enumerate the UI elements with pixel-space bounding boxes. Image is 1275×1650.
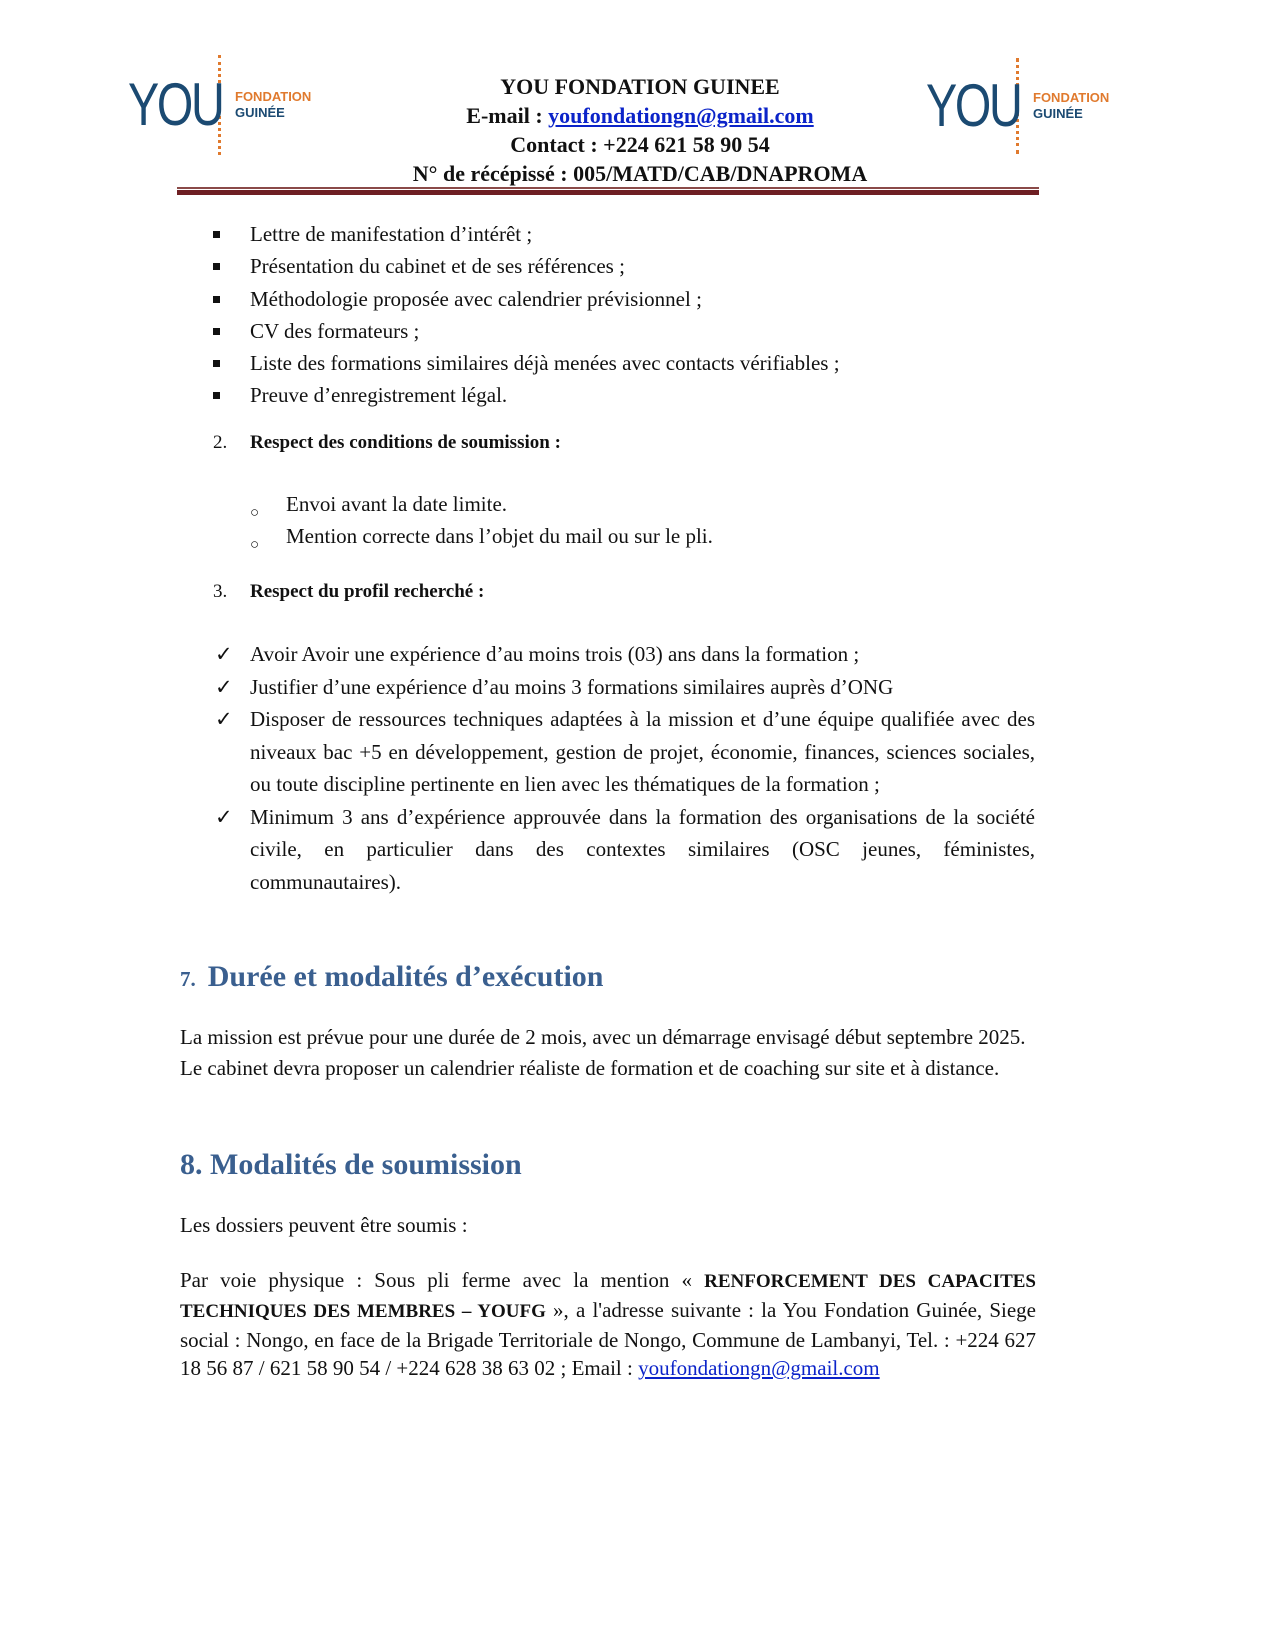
square-bullet-icon: [213, 360, 220, 367]
criterion-heading: 3. Respect du profil recherché :: [213, 581, 485, 602]
logo-mark: YOU: [128, 71, 223, 138]
list-item: CV des formateurs ;: [213, 317, 840, 349]
square-bullet-icon: [213, 296, 220, 303]
list-item: ○ Mention correcte dans l’objet du mail ou sur le pli.: [250, 522, 713, 554]
contact-line: Contact : +224 621 58 90 54: [510, 132, 770, 157]
email-link[interactable]: youfondationgn@gmail.com: [638, 1356, 880, 1380]
list-item: Méthodologie proposée avec calendrier prévisionnel ;: [213, 285, 840, 317]
logo-right: [926, 58, 1109, 154]
square-bullet-icon: [213, 263, 220, 270]
list-item: Liste des formations similaires déjà menées avec contacts vérifiables ;: [213, 349, 840, 381]
square-bullet-icon: [213, 328, 220, 335]
list-item: ✓ Disposer de ressources techniques adaptées à la mission et d’une équipe qualifiée avec des niveaux bac +5 en développement, gestion de projet, économie, finances, sciences sociales, ou toute discipline pertinente en lien avec les thématiques de la formation ;: [213, 703, 1035, 801]
checkmark-icon: ✓: [215, 642, 233, 666]
square-bullet-icon: [213, 231, 220, 238]
section-8-intro: Les dossiers peuvent être soumis :: [180, 1213, 468, 1237]
org-name: YOU FONDATION GUINEE: [500, 74, 780, 99]
header-divider: [177, 187, 1039, 197]
email-line: E-mail : youfondationgn@gmail.com: [466, 103, 814, 128]
checkmark-icon: ✓: [215, 674, 233, 699]
section-heading: 7. Durée et modalités d’exécution: [180, 960, 604, 993]
section-7-body: La mission est prévue pour une durée de 2 mois, avec un démarrage envisagé début septembre 2025. Le cabinet devra proposer un calendrier réaliste de formation et de coaching sur site et à distance.: [180, 1025, 1026, 1080]
section-heading: 8. Modalités de soumission: [180, 1148, 522, 1181]
checkmark-icon: ✓: [215, 804, 233, 829]
profile-requirements-list: [213, 638, 1035, 898]
submission-conditions-list: [250, 490, 713, 554]
list-item: Lettre de manifestation d’intérêt ;: [213, 220, 840, 252]
list-item: Présentation du cabinet et de ses références ;: [213, 252, 840, 284]
documents-list: [213, 220, 840, 414]
logo-text: FONDATION GUINÉE: [235, 89, 312, 120]
list-item: ✓ Avoir Avoir une expérience d’au moins trois (03) ans dans la formation ;: [213, 638, 1035, 671]
square-bullet-icon: [213, 392, 220, 399]
email-link[interactable]: youfondationgn@gmail.com: [548, 103, 814, 128]
letterhead: [330, 72, 950, 188]
circle-bullet-icon: ○: [250, 505, 260, 521]
criterion-heading: 2. Respect des conditions de soumission :: [213, 432, 561, 453]
logo-mark: YOU: [926, 72, 1021, 139]
circle-bullet-icon: ○: [250, 537, 260, 553]
receipt-line: N° de récépissé : 005/MATD/CAB/DNAPROMA: [412, 161, 868, 186]
list-item: ○ Envoi avant la date limite.: [250, 490, 713, 522]
list-item: ✓ Justifier d’une expérience d’au moins 3 formations similaires auprès d’ONG: [213, 671, 1035, 704]
submission-mention: RENFORCEMENT DES CAPACITES TECHNIQUES DES MEMBRES – YOUFG: [180, 1271, 1036, 1322]
section-8-physical: Par voie physique : Sous pli ferme avec la mention « RENFORCEMENT DES CAPACITES TECHNIQUES DES MEMBRES – YOUFG », a l'adresse suivante : la You Fondation Guinée, Siege social : Nongo, en face de la Brigade Territoriale de Nongo, Commune de Lambanyi, Tel. : +224 627 18 56 87 / 621 58 90 54 / +224 628 38 63 02 ; Email : youfondationgn@gmail.com: [180, 1268, 1036, 1380]
list-item: ✓ Minimum 3 ans d’expérience approuvée dans la formation des organisations de la société civile, en particulier dans des contextes similaires (OSC jeunes, féministes, communautaires).: [213, 801, 1035, 899]
checkmark-icon: ✓: [215, 707, 233, 731]
logo-text: FONDATION GUINÉE: [1033, 90, 1110, 121]
logo-left: [128, 55, 311, 155]
list-item: Preuve d’enregistrement légal.: [213, 381, 840, 413]
